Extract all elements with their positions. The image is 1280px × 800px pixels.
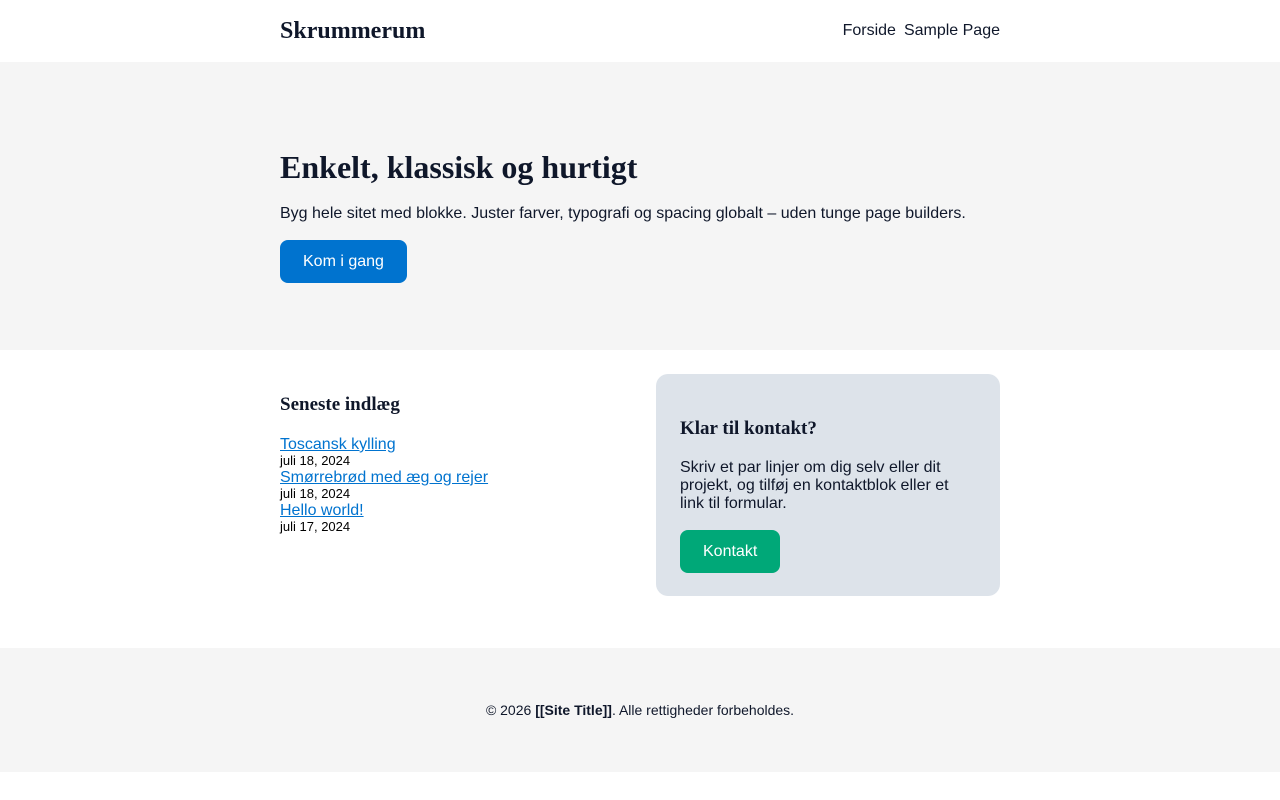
contact-button[interactable]: Kontakt	[680, 530, 780, 573]
nav-item-forside[interactable]: Forside	[842, 22, 896, 39]
get-started-button[interactable]: Kom i gang	[280, 240, 407, 283]
list-item	[280, 468, 620, 501]
hero-section	[0, 62, 1280, 350]
content-section	[0, 350, 1280, 648]
site-title-link[interactable]: Skrummerum	[280, 17, 426, 44]
copyright-suffix: . Alle rettigheder forbeholdes.	[611, 702, 795, 718]
contact-text: Skriv et par linjer om dig selv eller dit projekt, og tilføj en kontaktblok eller et link til formular.	[680, 459, 949, 512]
site-header	[0, 0, 1280, 62]
copyright-text	[486, 702, 794, 718]
nav-item-sample-page[interactable]: Sample Page	[903, 22, 1000, 39]
site-title-placeholder: [[Site Title]]	[535, 702, 612, 718]
list-item	[280, 501, 620, 534]
latest-posts	[280, 374, 620, 596]
post-link[interactable]: Smørrebrød med æg og rejer	[280, 469, 489, 486]
post-list	[280, 435, 620, 534]
contact-card	[656, 374, 1000, 596]
post-date: juli 17, 2024	[280, 519, 351, 534]
list-item	[280, 435, 620, 468]
hero-description: Byg hele sitet med blokke. Juster farver, typografi og spacing globalt – uden tunge page builders.	[280, 205, 966, 222]
site-footer	[0, 648, 1280, 772]
post-date: juli 18, 2024	[280, 453, 351, 468]
latest-posts-heading: Seneste indlæg	[280, 394, 400, 415]
post-date: juli 18, 2024	[280, 486, 351, 501]
contact-heading: Klar til kontakt?	[680, 418, 817, 439]
hero-title: Enkelt, klassisk og hurtigt	[280, 149, 638, 185]
main-navigation	[843, 22, 1000, 40]
post-link[interactable]: Toscansk kylling	[280, 436, 396, 453]
post-link[interactable]: Hello world!	[280, 502, 364, 519]
copyright-prefix: © 2026	[485, 702, 536, 718]
